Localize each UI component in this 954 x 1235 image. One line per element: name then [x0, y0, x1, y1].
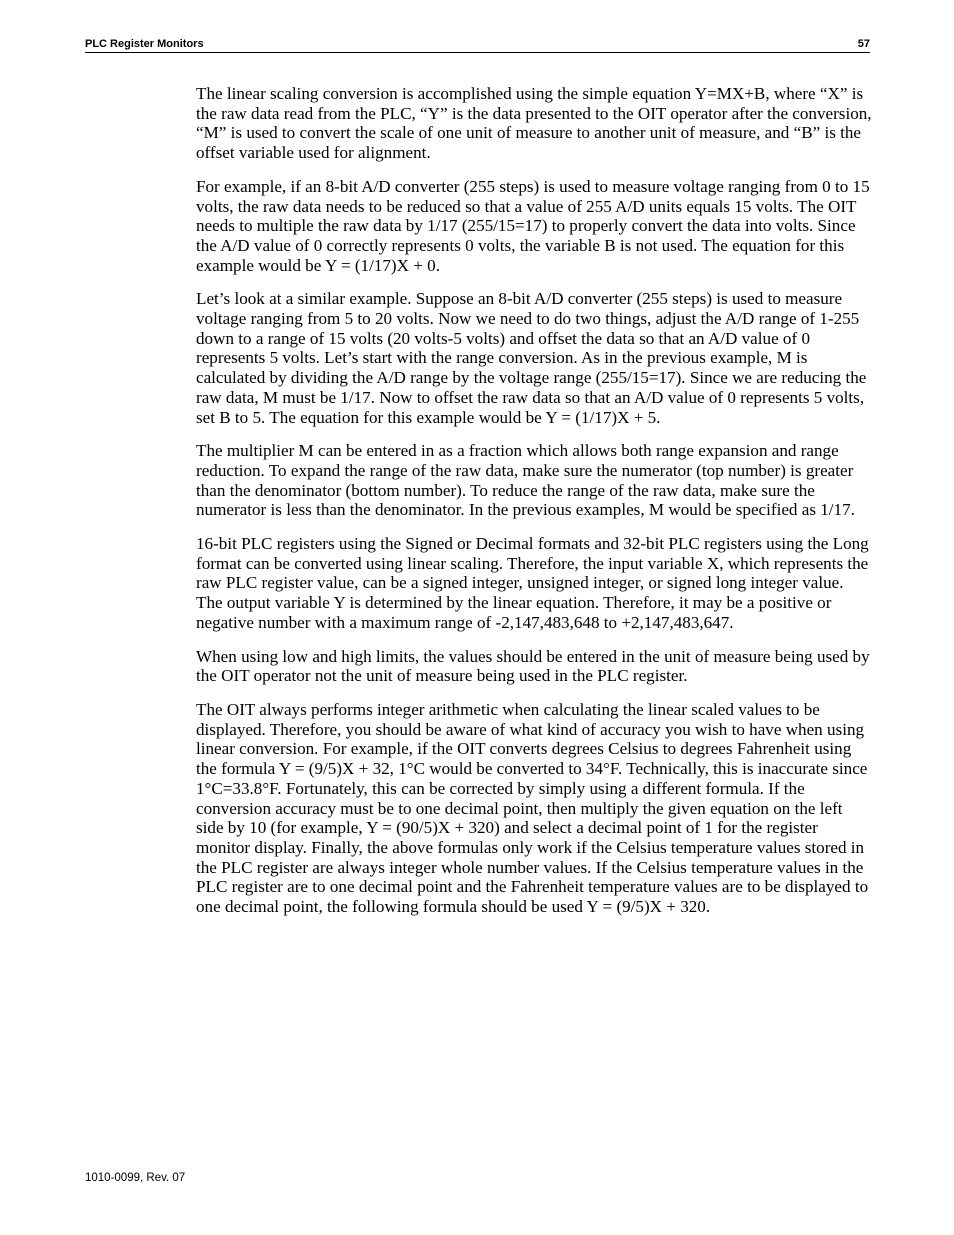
document-id: 1010-0099, Rev. 07	[85, 1172, 186, 1184]
paragraph-linear-scaling: The linear scaling conversion is accomplished using the simple equation Y=MX+B, where “X” is the raw data read from the PLC, “Y” is the data presented to the OIT operator after the conversion, “M” is used to convert the scale of one unit of measure to another unit of measure, and “B” is the offset variable used for alignment.	[196, 84, 872, 163]
page-number: 57	[857, 38, 870, 50]
paragraph-integer-arithmetic: The OIT always performs integer arithmetic when calculating the linear scaled values to be displayed. Therefore, you should be aware of what kind of accuracy you wish to have when using linear conversion. For example, if the OIT converts degrees Celsius to degrees Fahrenheit using the formula Y = (9/5)X + 32, 1°C would be converted to 34°F. Technically, this is inaccurate since 1°C=33.8°F. Fortunately, this can be corrected by simply using a different formula. If the conversion accuracy must be to one decimal point, then multiply the given equation on the left side by 10 (for example, Y = (90/5)X + 320) and select a decimal point of 1 for the register monitor display. Finally, the above formulas only work if the Celsius temperature values stored in the PLC register are always integer whole number values. If the Celsius temperature values in the PLC register are to one decimal point and the Fahrenheit temperature values are to be displayed to one decimal point, the following formula should be used Y = (9/5)X + 320.	[196, 699, 869, 917]
section-title: PLC Register Monitors	[85, 38, 204, 50]
body-text	[196, 84, 872, 931]
paragraph-example-2: Let’s look at a similar example. Suppose an 8-bit A/D converter (255 steps) is used to measure voltage ranging from 5 to 20 volts. Now we need to do two things, adjust the A/D range of 1-255 down to a range of 15 volts (20 volts-5 volts) and offset the data so that an A/D value of 0 represents 5 volts. Let’s start with the range conversion. As in the previous example, M is calculated by dividing the A/D range by the voltage range (255/15=17). Since we are reducing the raw data, M must be 1/17. Now to offset the raw data so that an A/D value of 0 represents 5 volts, set B to 5. The equation for this example would be Y = (1/17)X + 5.	[196, 289, 867, 427]
paragraph-multiplier: The multiplier M can be entered in as a fraction which allows both range expansion and range reduction. To expand the range of the raw data, make sure the numerator (top number) is greater than the denominator (bottom number). To reduce the range of the raw data, make sure the numerator is less than the denominator. In the previous examples, M would be specified as 1/17.	[196, 441, 855, 520]
page-header	[85, 38, 870, 53]
paragraph-register-formats: 16-bit PLC registers using the Signed or Decimal formats and 32-bit PLC registers using the Long format can be converted using linear scaling. Therefore, the input variable X, which represents the raw PLC register value, can be a signed integer, unsigned integer, or signed long integer value. The output variable Y is determined by the linear equation. Therefore, it may be a positive or negative number with a maximum range of -2,147,483,648 to +2,147,483,647.	[196, 534, 869, 632]
paragraph-limits: When using low and high limits, the values should be entered in the unit of measure being used by the OIT operator not the unit of measure being used in the PLC register.	[196, 646, 870, 686]
page-footer	[85, 1172, 185, 1184]
paragraph-example-1: For example, if an 8-bit A/D converter (255 steps) is used to measure voltage ranging from 0 to 15 volts, the raw data needs to be reduced so that a value of 255 A/D units equals 15 volts. The OIT needs to multiple the raw data by 1/17 (255/15=17) to properly convert the data into volts. Since the A/D value of 0 correctly represents 0 volts, the variable B is not used. The equation for this example would be Y = (1/17)X + 0.	[196, 176, 870, 275]
